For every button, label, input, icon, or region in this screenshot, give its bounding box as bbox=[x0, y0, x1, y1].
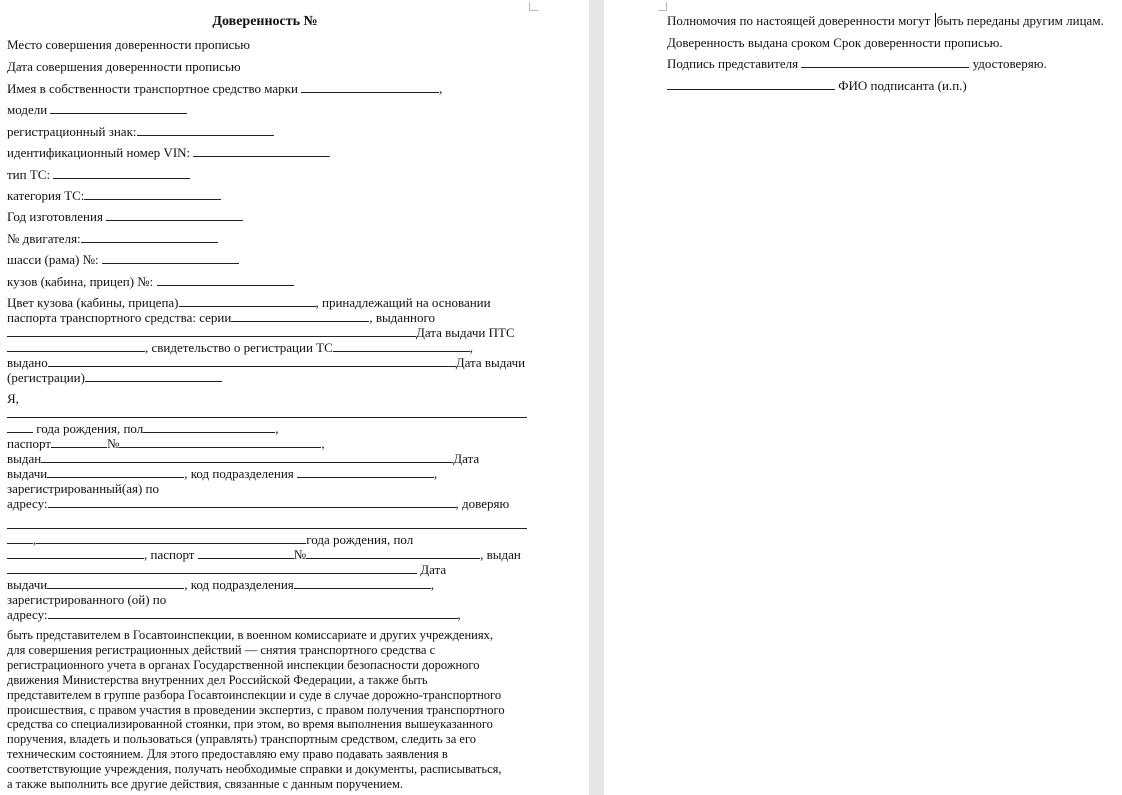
i-label-line: Я, bbox=[7, 391, 19, 406]
powers-transfer-line[interactable]: Полномочия по настоящей доверенности могут быть переданы другим лицам. bbox=[667, 13, 1104, 28]
passport-line[interactable]: паспорт № , bbox=[7, 436, 325, 451]
paragraph-line: средства со специализированной стоянки, при этом, во время выполнения вышеуказанного bbox=[7, 717, 493, 732]
vehicle-brand-line[interactable]: Имея в собственности транспортное средство марки , bbox=[7, 81, 443, 96]
paragraph-line: для совершения регистрационных действий — снятия транспортного средства с bbox=[7, 642, 436, 657]
year-line[interactable]: Год изготовления bbox=[7, 209, 243, 224]
rep-issue-subdivision-line[interactable]: выдачи , код подразделения , bbox=[7, 577, 435, 592]
date-line[interactable]: Дата совершения доверенности прописью bbox=[7, 59, 241, 74]
signature-line[interactable]: Подпись представителя удостоверяю. bbox=[667, 56, 1047, 71]
paragraph-line: соответствующие учреждения, получать необходимые справки и документы, расписываться, bbox=[7, 762, 502, 777]
ts-type-line[interactable]: тип ТС: bbox=[7, 167, 190, 182]
signer-line[interactable]: ФИО подписанта (и.п.) bbox=[667, 78, 967, 93]
place-line[interactable]: Место совершения доверенности прописью bbox=[7, 37, 250, 52]
paragraph-line: представителем в группе разбора Госавтоинспекции и суде в случае дорожно-транспортного bbox=[7, 687, 502, 702]
issued-line[interactable]: выдано Дата выдачи bbox=[7, 355, 526, 370]
chassis-line[interactable]: шасси (рама) №: bbox=[7, 252, 239, 267]
engine-line[interactable]: № двигателя: bbox=[7, 231, 218, 246]
reg-sign-line[interactable]: регистрационный знак: bbox=[7, 124, 274, 139]
reg-cert-line[interactable]: , свидетельство о регистрации ТС , bbox=[7, 340, 473, 355]
pts-date-line[interactable]: Дата выдачи ПТС bbox=[7, 325, 515, 340]
document-page-2 bbox=[604, 0, 1122, 795]
margin-corner-mark bbox=[658, 2, 667, 11]
body-number-line[interactable]: кузов (кабина, прицеп) №: bbox=[7, 274, 294, 289]
document-title: Доверенность № bbox=[212, 14, 318, 29]
rep-birth-sex-line[interactable]: , года рождения, пол bbox=[7, 532, 413, 547]
representative-name-line[interactable] bbox=[7, 517, 527, 532]
registered-line: зарегистрированный(ая) по bbox=[7, 481, 159, 496]
model-line[interactable]: модели bbox=[7, 102, 187, 117]
principal-name-line[interactable] bbox=[7, 406, 527, 421]
text-cursor bbox=[935, 13, 936, 27]
powers-paragraph[interactable] bbox=[7, 628, 532, 792]
paragraph-line: быть представителем в Госавтоинспекции, в военном комиссариате и других учреждениях, bbox=[7, 628, 493, 642]
term-line[interactable]: Доверенность выдана сроком Срок доверенности прописью. bbox=[667, 35, 1003, 50]
margin-corner-mark bbox=[529, 2, 538, 11]
paragraph-line: техническим состоянием. Для этого предоставляю ему право подавать заявления в bbox=[7, 747, 448, 762]
rep-registered-line: зарегистрированного (ой) по bbox=[7, 592, 167, 607]
registration-line[interactable]: (регистрации) bbox=[7, 370, 222, 385]
paragraph-line: поручения, владеть и пользоваться (управлять) транспортным средством, следить за его bbox=[7, 732, 477, 747]
rep-address-line[interactable]: адресу: , bbox=[7, 607, 461, 622]
birth-sex-line[interactable]: года рождения, пол , bbox=[7, 421, 278, 436]
paragraph-line: движения Министерства внутренних дел Российской Федерации, а также быть bbox=[7, 672, 428, 687]
ts-category-line[interactable]: категория ТС: bbox=[7, 188, 221, 203]
paragraph-line: а также выполнить все другие действия, связанные с данным поручением. bbox=[7, 777, 404, 792]
principal-address-line[interactable]: адресу: , доверяю bbox=[7, 496, 510, 511]
issue-subdivision-line[interactable]: выдачи , код подразделения , bbox=[7, 466, 438, 481]
pts-series-line[interactable]: паспорта транспортного средства: серии , выданного bbox=[7, 310, 435, 325]
vin-line[interactable]: идентификационный номер VIN: bbox=[7, 145, 330, 160]
color-line[interactable]: Цвет кузова (кабины, прицепа) , принадлежащий на основании bbox=[7, 295, 491, 310]
issued-by-line[interactable]: выдан Дата bbox=[7, 451, 480, 466]
paragraph-line: происшествия, с правом участия в проведении экспертиз, с правом получения транспортного bbox=[7, 702, 505, 717]
rep-passport-line[interactable]: , паспорт № , выдан bbox=[7, 547, 521, 562]
rep-date-line[interactable]: Дата bbox=[7, 562, 446, 577]
paragraph-line: регистрационного учета в органах Государственной инспекции безопасности дорожного bbox=[7, 657, 480, 672]
